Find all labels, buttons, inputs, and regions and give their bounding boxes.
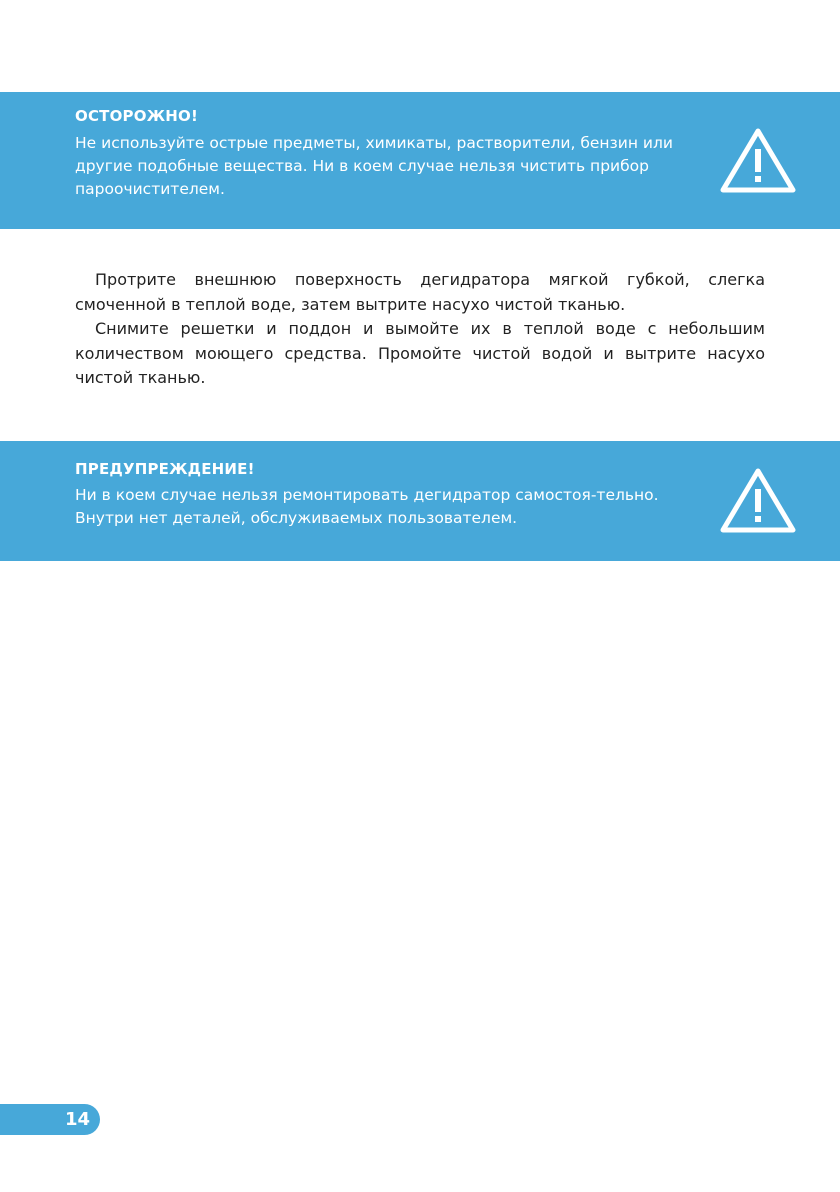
instruction-paragraph: Снимите решетки и поддон и вымойте их в теплой воде с небольшим количеством моющего средства. Промойте чистой водой и вытрите насухо чистой тканью. xyxy=(75,319,765,387)
instruction-paragraph: Протрите внешнюю поверхность дегидратора мягкой губкой, слегка смоченной в теплой воде, затем вытрите насухо чистой тканью. xyxy=(75,270,765,314)
caution-title: ОСТОРОЖНО! xyxy=(75,107,198,125)
cleaning-instructions xyxy=(75,268,765,391)
page-number: 14 xyxy=(0,1104,100,1135)
caution-notice xyxy=(0,92,840,229)
warning-triangle-icon xyxy=(719,466,797,534)
warning-notice xyxy=(0,441,840,561)
warning-triangle-icon xyxy=(719,126,797,194)
caution-text: Не используйте острые предметы, химикаты, растворители, бензин или другие подобные вещества. Ни в коем случае нельзя чистить прибор пароочистителем. xyxy=(75,134,673,198)
warning-title: ПРЕДУПРЕЖДЕНИЕ! xyxy=(75,460,255,478)
warning-text: Ни в коем случае нельзя ремонтировать дегидратор самостоя-тельно. Внутри нет деталей, обслуживаемых пользователем. xyxy=(75,486,659,527)
